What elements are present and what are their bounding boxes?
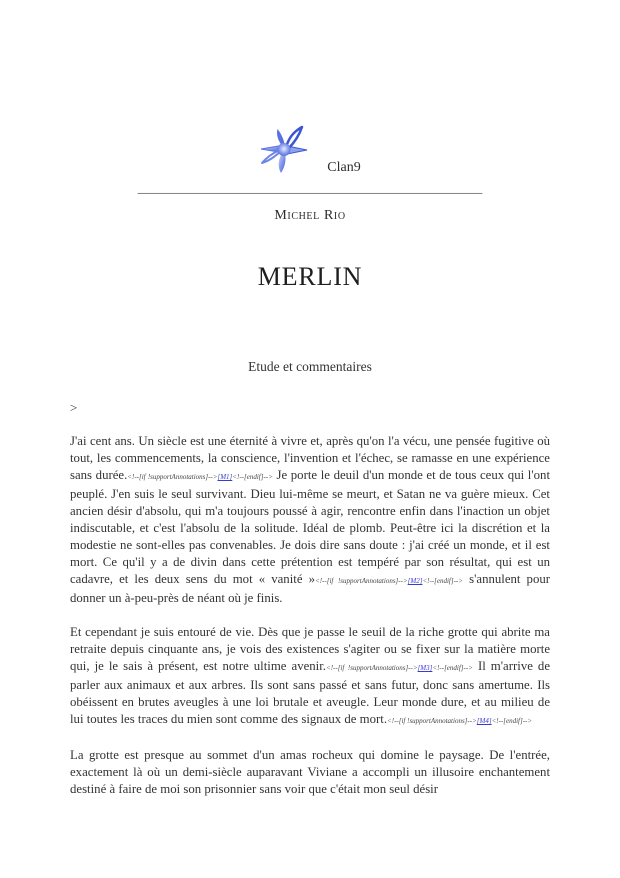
annotation-prefix: <!--[if !supportAnnotations]--> — [325, 664, 418, 672]
book-subtitle: Etude et commentaires — [248, 359, 372, 374]
body-text — [70, 433, 550, 798]
annotation-prefix: <!--[if !supportAnnotations]--> — [387, 717, 477, 725]
annotation-ref-link[interactable]: [M1] — [217, 473, 233, 481]
chapter-marker: > — [70, 400, 78, 415]
divider-line: _____________________________________________________ — [137, 180, 483, 195]
annotation-suffix: <!--[endif]--> — [232, 473, 273, 481]
clan9-pinwheel-icon — [259, 124, 309, 176]
author-name: Michel Rio — [274, 208, 346, 223]
annotation-suffix: <!--[endif]--> — [491, 717, 533, 725]
annotation-comment — [326, 664, 473, 672]
publisher-header — [70, 124, 550, 176]
annotation-ref-link[interactable]: [M3] — [417, 664, 433, 672]
annotation-comment — [387, 717, 532, 725]
paragraph: Et cependant je suis entouré de vie. Dès que je passe le seuil de la riche grotte qui abrite ma retraite depuis cinquante ans, je vois des existences s'agiter ou se fixer sur la matière morte qui, je le sais à présent, est notre ultime avenir.<!--[if !supportAnnotations]-->[M3]<!--[endif]--> Il m'arrive de parler aux animaux et aux arbres. Ils sont sans passé et sans futur, donc sans amertume. Ils obéissent en brutes aveugles à une loi brutale et aveugle. Leur monde dure, et au milieu de lui toutes les traces du mien sont comme des signaux de mort.<!--[if !supportAnnotations]-->[M4]<!--[endif]--> — [70, 625, 550, 726]
annotation-comment — [315, 577, 463, 585]
annotation-prefix: <!--[if !supportAnnotations]--> — [315, 577, 408, 585]
annotation-suffix: <!--[endif]--> — [422, 577, 463, 585]
annotation-prefix: <!--[if !supportAnnotations]--> — [127, 473, 218, 481]
paragraph: J'ai cent ans. Un siècle est une éternité à vivre et, après qu'on l'a vécu, une pensée fugitive où tout, les commencements, la conscience, l'invention et l'échec, se ramasse en une expérience sans durée.<!--[if !supportAnnotations]-->[M1]<!--[endif]--> Je porte le deuil d'un monde et de tous ceux qui l'ont peuplé. J'en suis le seul survivant. Dieu lui-même se meurt, et Satan ne va guère mieux. Cet ancien désir d'absolu, qui m'a toujours poussé à agir, rencontre enfin dans l'inaction un objet indiscutable, et c'est l'absolu de la solitude. Idéal de plomb. Peut-être ici la discrétion et la modestie ne sont-elles pas convenables. Je dois dire sans doute : j'ai créé un monde, et il est mort. Ce qu'il y a de divin dans cette prétention est tempéré par son résultat, qui est un cadavre, et les deux sens du mot « vanité »<!--[if !supportAnnotations]-->[M2]<!--[endif]--> s'annulent pour donner un à-peu-près de néant où je finis. — [70, 434, 551, 605]
paragraph: La grotte est presque au sommet d'un amas rocheux qui domine le paysage. De l'entrée, exactement là où un demi-siècle auparavant Viviane a accompli un illusoire enchantement destiné à faire de moi son prisonnier sans voir que c'était mon seul désir — [70, 748, 550, 796]
annotation-ref-link[interactable]: [M2] — [407, 577, 423, 585]
annotation-comment — [127, 473, 273, 481]
book-title: MERLIN — [257, 262, 363, 291]
annotation-suffix: <!--[endif]--> — [432, 664, 473, 672]
publisher-name: Clan9 — [327, 160, 361, 175]
annotation-ref-link[interactable]: [M4] — [476, 717, 492, 725]
